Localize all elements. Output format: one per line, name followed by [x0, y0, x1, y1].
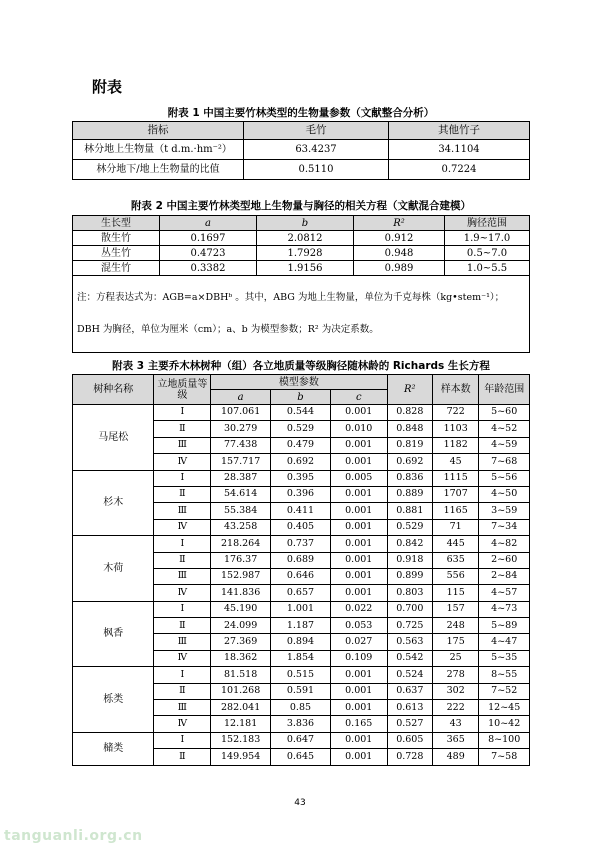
table-cell: 0.645 [271, 749, 331, 765]
species-name: 栎类 [73, 667, 154, 733]
table-cell: 散生竹 [73, 231, 160, 246]
table3-header-species: 树种名称 [73, 375, 154, 405]
table-cell: 278 [432, 667, 478, 683]
table-cell: Ⅱ [154, 749, 211, 765]
table-cell: 71 [432, 519, 478, 535]
table-cell: 0.7224 [389, 160, 530, 180]
table-cell: 157 [432, 601, 478, 617]
table3-header-n: 样本数 [432, 375, 478, 405]
table3-caption: 附表 3 主要乔木林树种（组）各立地质量等级胸径随林龄的 Richards 生长方程 [112, 360, 490, 372]
table-cell: 0.001 [330, 536, 387, 552]
table-cell: 1182 [432, 437, 478, 453]
table-cell: 12~45 [479, 700, 530, 716]
table-row [73, 732, 530, 748]
table-cell: 0.5~7.0 [445, 246, 530, 261]
table-cell: 1165 [432, 503, 478, 519]
table-cell: 0.989 [354, 261, 445, 276]
species-name: 枫香 [73, 601, 154, 667]
table-cell: 0.001 [330, 732, 387, 748]
table-cell: 5~56 [479, 470, 530, 486]
table3-header-a: a [211, 390, 271, 405]
table-cell: 4~50 [479, 486, 530, 502]
table-row [73, 405, 530, 421]
table-cell: 0.001 [330, 667, 387, 683]
table-cell: 7~34 [479, 519, 530, 535]
table3-header-site: 立地质量等级 [154, 375, 211, 405]
table-cell: 152.183 [211, 732, 271, 748]
table-cell: 34.1104 [389, 140, 530, 160]
table-row [73, 140, 530, 160]
table-cell: 28.387 [211, 470, 271, 486]
table-cell: 3~59 [479, 503, 530, 519]
table-cell: 0.657 [271, 585, 331, 601]
table-cell: 141.836 [211, 585, 271, 601]
species-name: 木荷 [73, 536, 154, 602]
table3 [72, 374, 530, 766]
table-cell: 0.889 [387, 486, 432, 502]
table-cell: 0.728 [387, 749, 432, 765]
table-row [73, 667, 530, 683]
table-cell: 115 [432, 585, 478, 601]
table1-caption: 附表 1 中国主要竹林类型的生物量参数（文献整合分析） [167, 107, 435, 119]
table-cell: 7~52 [479, 683, 530, 699]
table-cell: 0.405 [271, 519, 331, 535]
table-cell: 4~57 [479, 585, 530, 601]
table-cell: 0.396 [271, 486, 331, 502]
table-cell: 2.0812 [257, 231, 354, 246]
table-cell: 0.022 [330, 601, 387, 617]
table-cell: 0.515 [271, 667, 331, 683]
table-row [73, 601, 530, 617]
table-cell: 1.001 [271, 601, 331, 617]
table-cell: 302 [432, 683, 478, 699]
table-cell: 0.737 [271, 536, 331, 552]
table2-note [73, 276, 530, 353]
table-cell: 722 [432, 405, 478, 421]
table-cell: 0.689 [271, 552, 331, 568]
table-cell: 4~82 [479, 536, 530, 552]
table2-caption: 附表 2 中国主要竹林类型地上生物量与胸径的相关方程（文献混合建模） [130, 200, 472, 212]
table-cell: 1.0~5.5 [445, 261, 530, 276]
table2-header: 生长型 [73, 216, 160, 231]
table-row [73, 470, 530, 486]
table-cell: 0.529 [387, 519, 432, 535]
table-cell: 1115 [432, 470, 478, 486]
table-cell: 1.187 [271, 618, 331, 634]
table-cell: 282.041 [211, 700, 271, 716]
table-cell: 27.369 [211, 634, 271, 650]
table-cell: 5~89 [479, 618, 530, 634]
table-cell: Ⅳ [154, 585, 211, 601]
table-cell: 0.647 [271, 732, 331, 748]
table-cell: 1103 [432, 421, 478, 437]
table-cell: 0.803 [387, 585, 432, 601]
table-cell: 0.85 [271, 700, 331, 716]
species-name: 杉木 [73, 470, 154, 536]
table-row [73, 160, 530, 180]
table-cell: Ⅳ [154, 716, 211, 732]
table-cell: 0.700 [387, 601, 432, 617]
table-cell: 45.190 [211, 601, 271, 617]
table-cell: Ⅳ [154, 650, 211, 666]
table-cell: Ⅰ [154, 405, 211, 421]
table-row [73, 246, 530, 261]
table-cell: 林分地下/地上生物量的比值 [73, 160, 244, 180]
table-cell: 445 [432, 536, 478, 552]
species-name: 马尾松 [73, 405, 154, 471]
table-cell: 丛生竹 [73, 246, 160, 261]
table-cell: 157.717 [211, 454, 271, 470]
table-cell: Ⅲ [154, 437, 211, 453]
table-cell: Ⅰ [154, 601, 211, 617]
table-cell: 0.899 [387, 568, 432, 584]
table-cell: 0.5110 [244, 160, 389, 180]
table-cell: Ⅲ [154, 503, 211, 519]
page-heading: 附表 [92, 78, 123, 96]
table-cell: 0.109 [330, 650, 387, 666]
table-cell: 635 [432, 552, 478, 568]
table-cell: 0.165 [330, 716, 387, 732]
table-cell: 7~58 [479, 749, 530, 765]
table-row [73, 231, 530, 246]
table-cell: 0.001 [330, 585, 387, 601]
table3-header-r2: R² [387, 375, 432, 405]
table-cell: 0.836 [387, 470, 432, 486]
table-row [73, 261, 530, 276]
table2-header: a [160, 216, 257, 231]
table-cell: 101.268 [211, 683, 271, 699]
table-cell: 149.954 [211, 749, 271, 765]
table-cell: 0.001 [330, 519, 387, 535]
table-cell: 0.001 [330, 503, 387, 519]
table-cell: 0.894 [271, 634, 331, 650]
table-cell: 25 [432, 650, 478, 666]
table-cell: 175 [432, 634, 478, 650]
table-cell: Ⅲ [154, 634, 211, 650]
table-cell: 0.001 [330, 437, 387, 453]
table-cell: 55.384 [211, 503, 271, 519]
table-cell: 1.9~17.0 [445, 231, 530, 246]
table-cell: 0.001 [330, 700, 387, 716]
table2-header: R² [354, 216, 445, 231]
table-cell: 0.4723 [160, 246, 257, 261]
table-cell: 2~60 [479, 552, 530, 568]
table-cell: 0.692 [387, 454, 432, 470]
table-cell: 0.563 [387, 634, 432, 650]
table-cell: 0.001 [330, 486, 387, 502]
table-cell: 18.362 [211, 650, 271, 666]
table-cell: 10~42 [479, 716, 530, 732]
table-cell: 0.881 [387, 503, 432, 519]
table-cell: Ⅳ [154, 519, 211, 535]
table2-note-line2: DBH 为胸径，单位为厘米（cm）；a、b 为模型参数；R² 为决定系数。 [77, 324, 379, 335]
table-cell: Ⅱ [154, 421, 211, 437]
table3-header-params: 模型参数 [211, 375, 387, 390]
table-cell: 0.001 [330, 552, 387, 568]
table-cell: 3.836 [271, 716, 331, 732]
table3-header-b: b [271, 390, 331, 405]
table-cell: 0.411 [271, 503, 331, 519]
table-cell: 0.053 [330, 618, 387, 634]
table2-note-line1: 注：方程表达式为：AGB=a×DBHᵇ 。其中，ABG 为地上生物量，单位为千克每株（kg•stem⁻¹）； [77, 292, 505, 303]
table-cell: 0.725 [387, 618, 432, 634]
table-cell: 0.542 [387, 650, 432, 666]
table-cell: 4~47 [479, 634, 530, 650]
table-cell: 混生竹 [73, 261, 160, 276]
table2 [72, 215, 530, 353]
table-cell: 0.646 [271, 568, 331, 584]
page-number: 43 [294, 798, 306, 808]
table-cell: Ⅱ [154, 552, 211, 568]
table-cell: 0.001 [330, 749, 387, 765]
table-cell: 4~59 [479, 437, 530, 453]
table-cell: 4~73 [479, 601, 530, 617]
table-cell: 0.1697 [160, 231, 257, 246]
table-cell: 2~84 [479, 568, 530, 584]
table-cell: 8~100 [479, 732, 530, 748]
table1-header: 其他竹子 [389, 122, 530, 140]
table-cell: 0.027 [330, 634, 387, 650]
table-cell: 0.3382 [160, 261, 257, 276]
table-cell: Ⅱ [154, 683, 211, 699]
table-cell: 12.181 [211, 716, 271, 732]
table-cell: Ⅱ [154, 486, 211, 502]
table-cell: 0.637 [387, 683, 432, 699]
table-cell: 0.529 [271, 421, 331, 437]
table-cell: 63.4237 [244, 140, 389, 160]
table3-header-age: 年龄范围 [479, 375, 530, 405]
table-cell: 54.614 [211, 486, 271, 502]
species-name: 槠类 [73, 732, 154, 765]
table-cell: 0.848 [387, 421, 432, 437]
table-cell: 5~35 [479, 650, 530, 666]
table3-body [73, 405, 530, 766]
table-cell: 1.9156 [257, 261, 354, 276]
table-cell: 0.005 [330, 470, 387, 486]
table-cell: 77.438 [211, 437, 271, 453]
table-cell: 1.854 [271, 650, 331, 666]
table-cell: 0.948 [354, 246, 445, 261]
table-cell: 0.395 [271, 470, 331, 486]
table-cell: Ⅲ [154, 700, 211, 716]
table-cell: Ⅳ [154, 454, 211, 470]
table-cell: 4~52 [479, 421, 530, 437]
table-cell: 218.264 [211, 536, 271, 552]
table-cell: 489 [432, 749, 478, 765]
table-cell: 107.061 [211, 405, 271, 421]
table-cell: 5~60 [479, 405, 530, 421]
table-cell: 556 [432, 568, 478, 584]
table-cell: 0.918 [387, 552, 432, 568]
table-cell: 0.010 [330, 421, 387, 437]
table-cell: 0.001 [330, 454, 387, 470]
table-cell: 24.099 [211, 618, 271, 634]
table-cell: 248 [432, 618, 478, 634]
table-cell: 365 [432, 732, 478, 748]
table3-header-c: c [330, 390, 387, 405]
table-row [73, 536, 530, 552]
table-cell: 0.842 [387, 536, 432, 552]
table-cell: 0.001 [330, 405, 387, 421]
table-cell: 176.37 [211, 552, 271, 568]
table-cell: 0.479 [271, 437, 331, 453]
table-cell: 0.828 [387, 405, 432, 421]
watermark: tanguanli.org.cn [4, 828, 143, 844]
table-cell: Ⅲ [154, 568, 211, 584]
table2-header: b [257, 216, 354, 231]
table-cell: Ⅰ [154, 536, 211, 552]
table-cell: 0.613 [387, 700, 432, 716]
table-cell: 1.7928 [257, 246, 354, 261]
table-cell: 81.518 [211, 667, 271, 683]
table-cell: 1707 [432, 486, 478, 502]
table-cell: 0.912 [354, 231, 445, 246]
table-cell: 0.544 [271, 405, 331, 421]
table-cell: Ⅰ [154, 732, 211, 748]
table-cell: 0.692 [271, 454, 331, 470]
table-cell: 30.279 [211, 421, 271, 437]
table-cell: Ⅰ [154, 667, 211, 683]
table-cell: 43 [432, 716, 478, 732]
table-cell: 222 [432, 700, 478, 716]
table2-header: 胸径范围 [445, 216, 530, 231]
table-cell: 0.001 [330, 568, 387, 584]
table-cell: 7~68 [479, 454, 530, 470]
table-cell: Ⅱ [154, 618, 211, 634]
table-cell: 43.258 [211, 519, 271, 535]
table-cell: 45 [432, 454, 478, 470]
table-cell: 0.819 [387, 437, 432, 453]
table-cell: Ⅰ [154, 470, 211, 486]
table-cell: 林分地上生物量（t d.m.·hm⁻²） [73, 140, 244, 160]
table-cell: 0.591 [271, 683, 331, 699]
table-cell: 0.001 [330, 683, 387, 699]
table1-header: 指标 [73, 122, 244, 140]
table-cell: 0.524 [387, 667, 432, 683]
table-cell: 8~55 [479, 667, 530, 683]
table1-header: 毛竹 [244, 122, 389, 140]
table-cell: 0.605 [387, 732, 432, 748]
table-cell: 152.987 [211, 568, 271, 584]
table1 [72, 121, 530, 180]
table-cell: 0.527 [387, 716, 432, 732]
